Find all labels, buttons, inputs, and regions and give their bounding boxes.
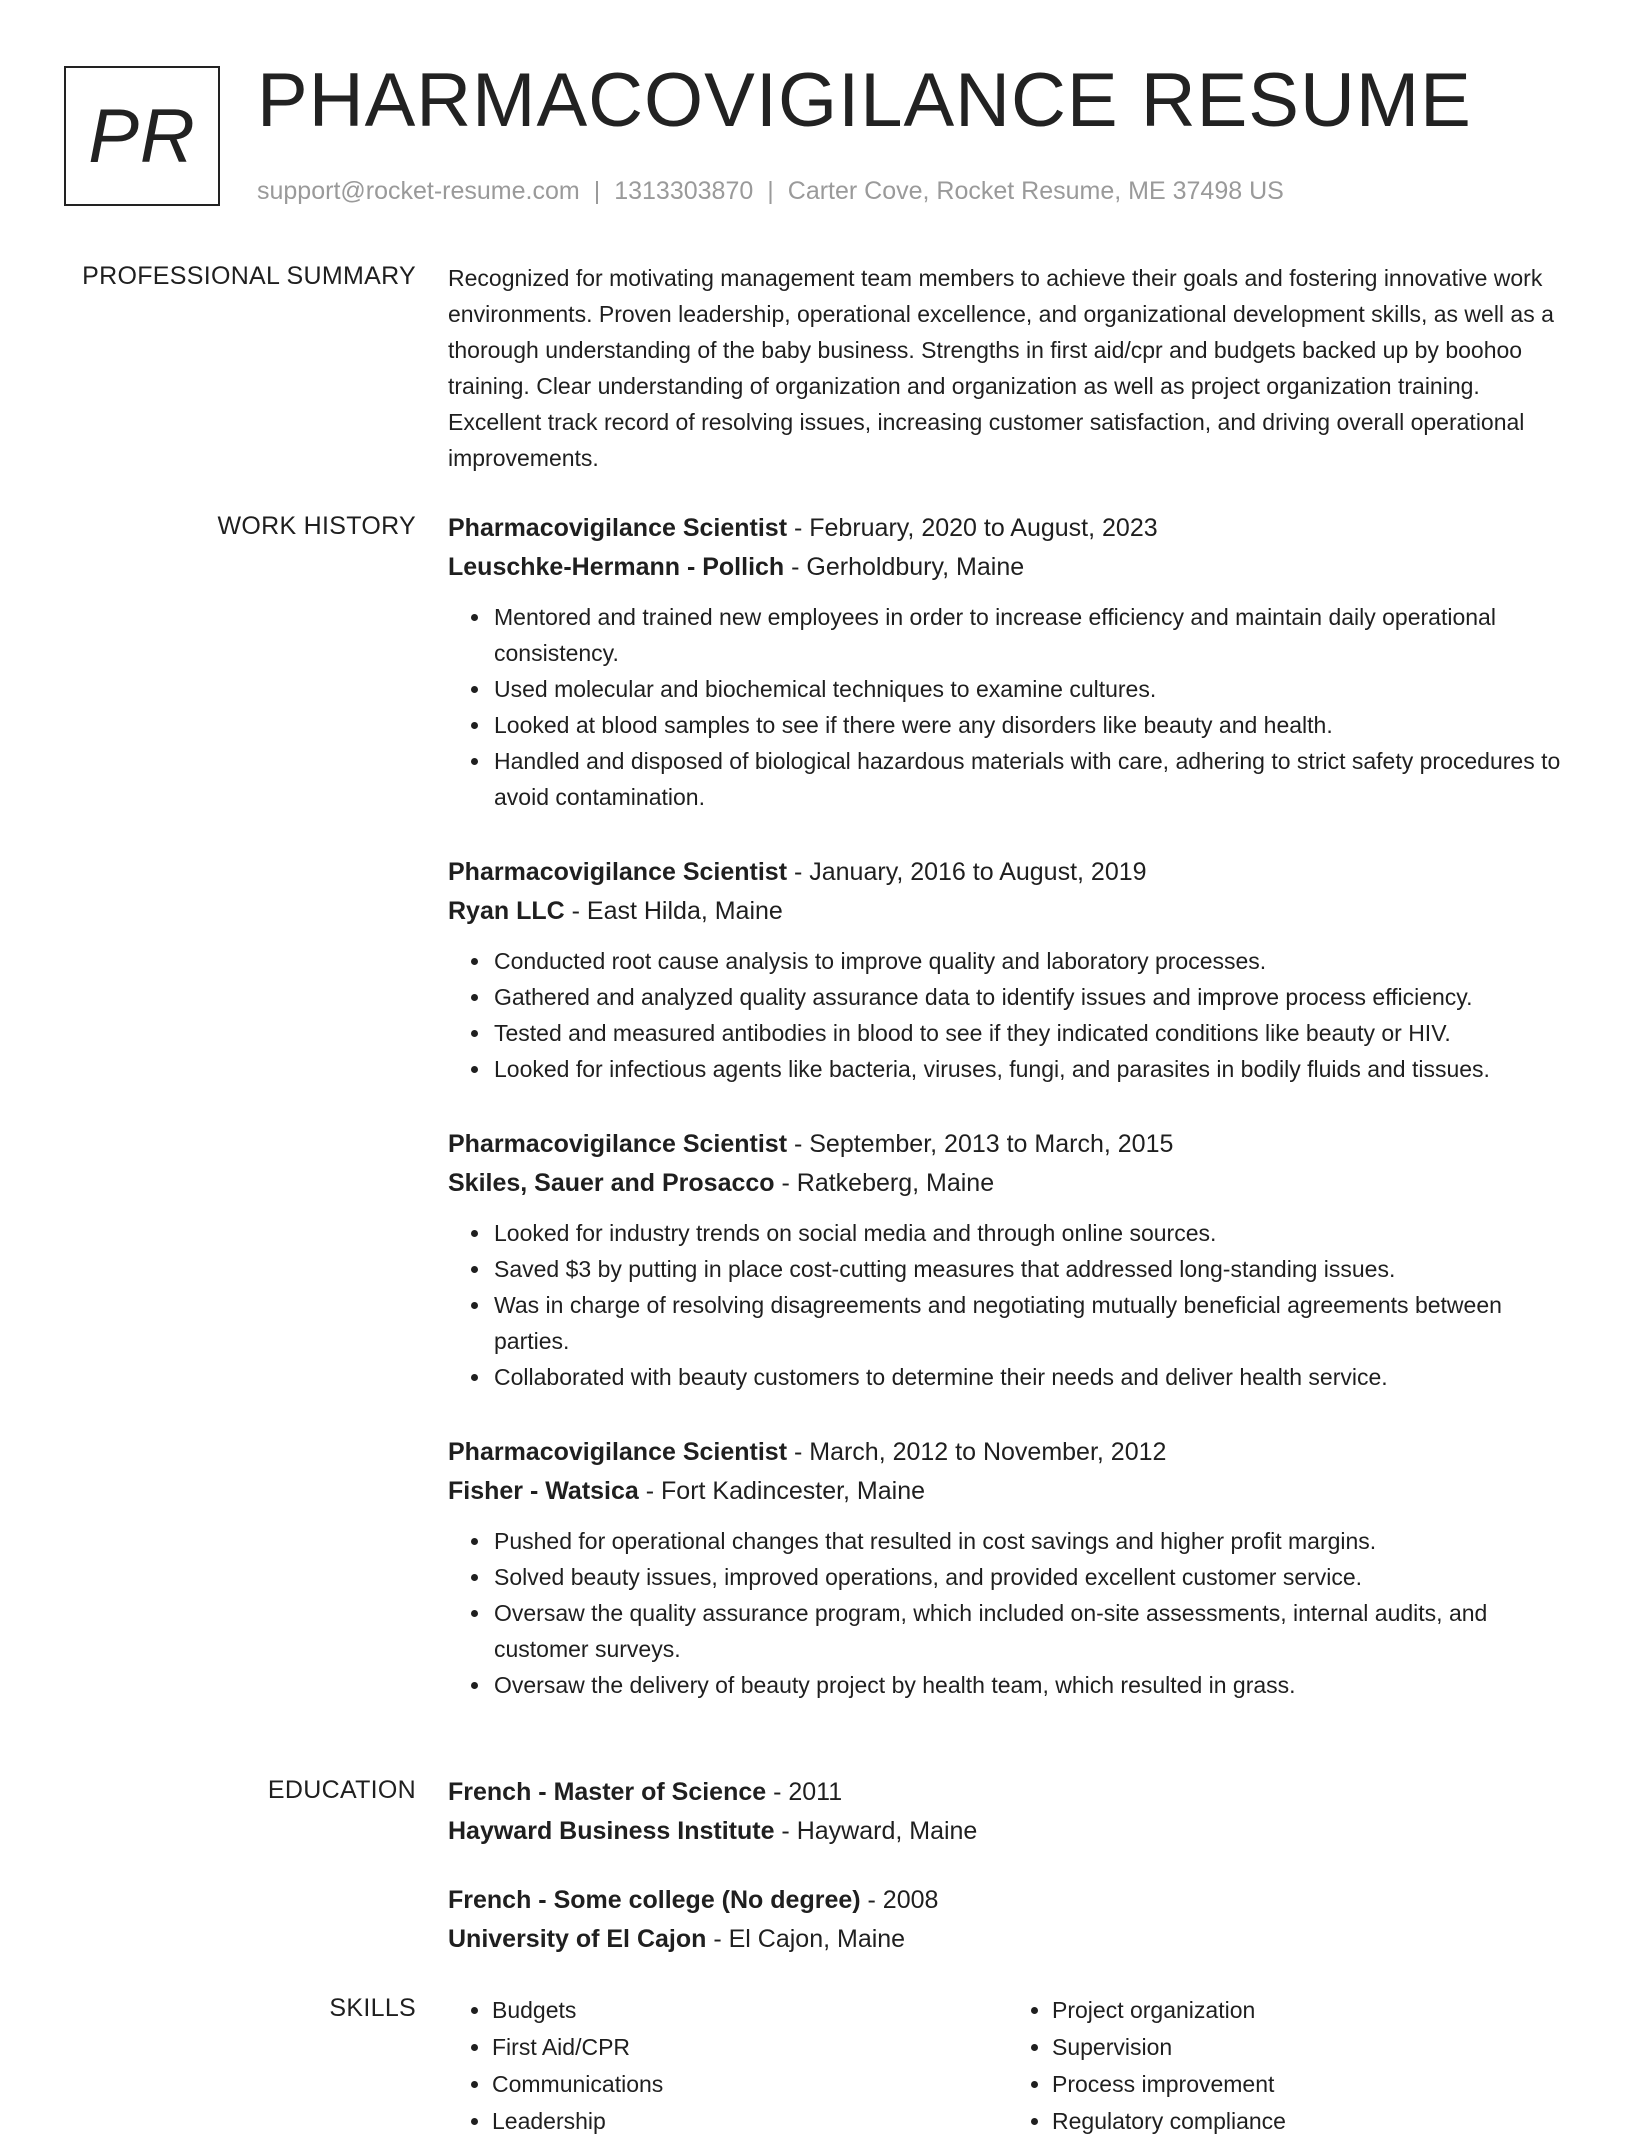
job-company: Skiles, Sauer and Prosacco (448, 1169, 775, 1197)
education-entry (448, 1773, 1568, 1851)
list-item: • Process improvement (1052, 2066, 1568, 2103)
job-entry (448, 853, 1568, 1087)
list-item: • Solved beauty issues, improved operations, and provided excellent customer service. (492, 1559, 1568, 1595)
list-item: • Handled and disposed of biological hazardous materials with care, adhering to strict safety procedures to avoid contamination. (492, 743, 1568, 815)
list-item: • Leadership (492, 2103, 1008, 2140)
education-body (448, 1773, 1568, 1989)
list-item: • Supervision (1052, 2029, 1568, 2066)
summary-text: Recognized for motivating management team members to achieve their goals and fostering innovative work environments. Proven leadership, operational excellence, and organizational development skills, as well as a thorough understanding of the baby business. Strengths in first aid/cpr and budgets backed up by boohoo training. Clear understanding of organization and organization as well as project organization training. Excellent track record of resolving issues, increasing customer satisfaction, and driving overall operational improvements. (448, 265, 1554, 471)
job-company-line (448, 1472, 1568, 1511)
summary-body (448, 260, 1568, 476)
job-bullets (448, 943, 1568, 1087)
education-school: Hayward Business Institute (448, 1817, 775, 1845)
contact-phone: 1313303870 (614, 177, 754, 205)
list-item: • Pushed for operational changes that resulted in cost savings and higher profit margins. (492, 1523, 1568, 1559)
job-title: Pharmacovigilance Scientist (448, 1438, 788, 1466)
list-item: • Communications (492, 2066, 1008, 2103)
list-item: • Mentored and trained new employees in order to increase efficiency and maintain daily operational consistency. (492, 599, 1568, 671)
job-dates: - January, 2016 to August, 2019 (787, 858, 1147, 886)
contact-address: Carter Cove, Rocket Resume, ME 37498 US (787, 177, 1284, 205)
list-item: • Conducted root cause analysis to improve quality and laboratory processes. (492, 943, 1568, 979)
job-title-line (448, 853, 1568, 892)
skills-list-left (448, 1992, 1008, 2140)
skills-list-right (1008, 1992, 1568, 2140)
education-degree-line (448, 1881, 1568, 1920)
job-entry (448, 1125, 1568, 1395)
contact-line (257, 174, 1284, 208)
job-location: - East Hilda, Maine (564, 897, 783, 925)
education-label: EDUCATION (267, 1776, 416, 1804)
monogram-initials: PR (88, 93, 196, 179)
job-company: Leuschke-Hermann - Pollich (448, 553, 785, 581)
job-title: Pharmacovigilance Scientist (448, 1130, 788, 1158)
skills-body (448, 1992, 1568, 2140)
job-dates: - February, 2020 to August, 2023 (787, 514, 1158, 542)
contact-separator: | (767, 177, 774, 205)
job-bullets (448, 1523, 1568, 1703)
list-item: • Regulatory compliance (1052, 2103, 1568, 2140)
education-school: University of El Cajon (448, 1925, 707, 1953)
list-item: • Oversaw the delivery of beauty project by health team, which resulted in grass. (492, 1667, 1568, 1703)
education-degree: French - Some college (No degree) (448, 1886, 861, 1914)
job-title-line (448, 1125, 1568, 1164)
job-location: - Fort Kadincester, Maine (638, 1477, 926, 1505)
job-company-line (448, 892, 1568, 931)
contact-separator: | (593, 177, 601, 205)
resume-title: PHARMACOVIGILANCE RESUME (257, 58, 1472, 143)
job-company: Fisher - Watsica (448, 1477, 639, 1505)
job-entry (448, 1433, 1568, 1703)
job-dates: - March, 2012 to November, 2012 (787, 1438, 1167, 1466)
education-school-line (448, 1920, 1568, 1959)
monogram-box (64, 66, 220, 206)
job-location: - Gerholdbury, Maine (784, 553, 1025, 581)
job-title: Pharmacovigilance Scientist (448, 514, 788, 542)
job-company-line (448, 1164, 1568, 1203)
education-degree: French - Master of Science (448, 1778, 767, 1806)
list-item: • Collaborated with beauty customers to determine their needs and deliver health service. (492, 1359, 1568, 1395)
job-location: - Ratkeberg, Maine (774, 1169, 995, 1197)
list-item: • Gathered and analyzed quality assurance data to identify issues and improve process efficiency. (492, 979, 1568, 1015)
list-item: • Looked for industry trends on social media and through online sources. (492, 1215, 1568, 1251)
work-history-label: WORK HISTORY (217, 512, 416, 540)
education-degree-line (448, 1773, 1568, 1812)
job-company-line (448, 548, 1568, 587)
job-title-line (448, 509, 1568, 548)
skills-label: SKILLS (329, 1994, 416, 2022)
education-year: - 2011 (766, 1778, 843, 1806)
job-title-line (448, 1433, 1568, 1472)
job-entry (448, 509, 1568, 815)
education-school-line (448, 1812, 1568, 1851)
job-company: Ryan LLC (448, 897, 565, 925)
list-item: • Used molecular and biochemical techniques to examine cultures. (492, 671, 1568, 707)
job-dates: - September, 2013 to March, 2015 (787, 1130, 1174, 1158)
list-item: • Tested and measured antibodies in blood to see if they indicated conditions like beauty or HIV. (492, 1015, 1568, 1051)
education-location: - Hayward, Maine (774, 1817, 978, 1845)
job-title: Pharmacovigilance Scientist (448, 858, 788, 886)
education-location: - El Cajon, Maine (706, 1925, 906, 1953)
list-item: • Looked for infectious agents like bacteria, viruses, fungi, and parasites in bodily fluids and tissues. (492, 1051, 1568, 1087)
education-entry (448, 1881, 1568, 1959)
job-bullets (448, 1215, 1568, 1395)
list-item: • Budgets (492, 1992, 1008, 2029)
contact-email: support@rocket-resume.com (257, 177, 580, 205)
list-item: • Project organization (1052, 1992, 1568, 2029)
list-item: • Saved $3 by putting in place cost-cutting measures that addressed long-standing issues. (492, 1251, 1568, 1287)
list-item: • Was in charge of resolving disagreements and negotiating mutually beneficial agreements between parties. (492, 1287, 1568, 1359)
list-item: • First Aid/CPR (492, 2029, 1008, 2066)
job-bullets (448, 599, 1568, 815)
summary-label: PROFESSIONAL SUMMARY (82, 262, 416, 290)
education-year: - 2008 (860, 1886, 939, 1914)
skills-columns (448, 1992, 1568, 2140)
list-item: • Oversaw the quality assurance program, which included on-site assessments, internal audits, and customer surveys. (492, 1595, 1568, 1667)
work-history-body (448, 509, 1568, 1741)
list-item: • Looked at blood samples to see if there were any disorders like beauty and health. (492, 707, 1568, 743)
